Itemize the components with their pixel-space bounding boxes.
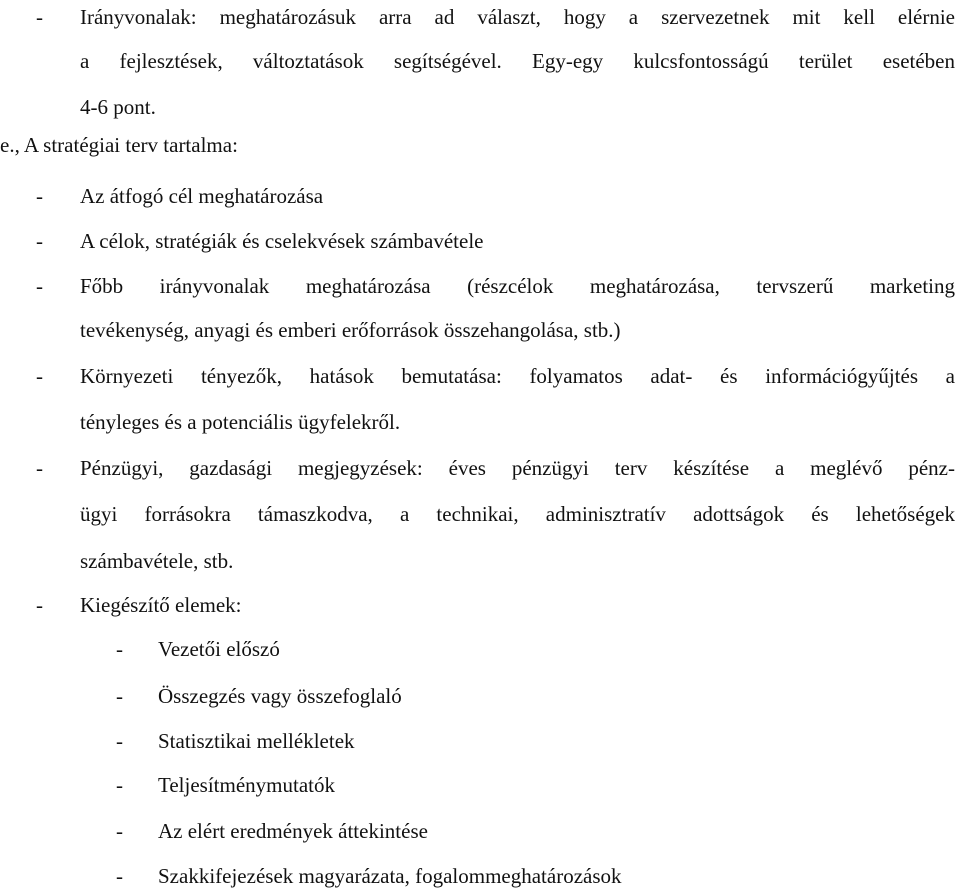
bullet-dash: - bbox=[116, 729, 123, 753]
bullet-dash: - bbox=[116, 684, 123, 708]
bullet-dash: - bbox=[36, 456, 43, 480]
section-heading: e., A stratégiai terv tartalma: bbox=[0, 133, 238, 157]
paragraph-line: ügyi forrásokra támaszkodva, a technikai, adminisztratív adottságok és lehetőségek bbox=[80, 502, 955, 526]
paragraph-line: számbavétele, stb. bbox=[80, 549, 234, 573]
paragraph-line: Főbb irányvonalak meghatározása (részcélok meghatározása, tervszerű marketing bbox=[80, 274, 955, 298]
paragraph-line: Irányvonalak: meghatározásuk arra ad választ, hogy a szervezetnek mit kell elérnie bbox=[80, 5, 955, 29]
paragraph-line: Az átfogó cél meghatározása bbox=[80, 184, 324, 208]
sub-list-item: Vezetői előszó bbox=[158, 637, 280, 661]
paragraph-line: 4-6 pont. bbox=[80, 95, 156, 119]
bullet-dash: - bbox=[116, 819, 123, 843]
bullet-dash: - bbox=[36, 5, 43, 29]
bullet-dash: - bbox=[36, 229, 43, 253]
sub-list-item: Teljesítménymutatók bbox=[158, 773, 335, 797]
paragraph-line: tényleges és a potenciális ügyfelekről. bbox=[80, 410, 401, 434]
sub-list-item: Az elért eredmények áttekintése bbox=[158, 819, 428, 843]
sub-list-item: Szakkifejezések magyarázata, fogalommeghatározások bbox=[158, 864, 622, 888]
paragraph-line: Környezeti tényezők, hatások bemutatása: folyamatos adat- és információgyűjtés a bbox=[80, 364, 955, 388]
bullet-dash: - bbox=[116, 637, 123, 661]
paragraph-line: tevékenység, anyagi és emberi erőforrások összehangolása, stb.) bbox=[80, 318, 621, 342]
paragraph-line: Pénzügyi, gazdasági megjegyzések: éves pénzügyi terv készítése a meglévő pénz- bbox=[80, 456, 955, 480]
bullet-dash: - bbox=[36, 364, 43, 388]
bullet-dash: - bbox=[36, 593, 43, 617]
sub-list-item: Statisztikai mellékletek bbox=[158, 729, 355, 753]
paragraph-line: Kiegészítő elemek: bbox=[80, 593, 242, 617]
paragraph-line: a fejlesztések, változtatások segítségével. Egy-egy kulcsfontosságú terület esetében bbox=[80, 49, 955, 73]
sub-list-item: Összegzés vagy összefoglaló bbox=[158, 684, 402, 708]
bullet-dash: - bbox=[36, 274, 43, 298]
bullet-dash: - bbox=[116, 864, 123, 888]
paragraph-line: A célok, stratégiák és cselekvések számbavétele bbox=[80, 229, 484, 253]
bullet-dash: - bbox=[36, 184, 43, 208]
bullet-dash: - bbox=[116, 773, 123, 797]
